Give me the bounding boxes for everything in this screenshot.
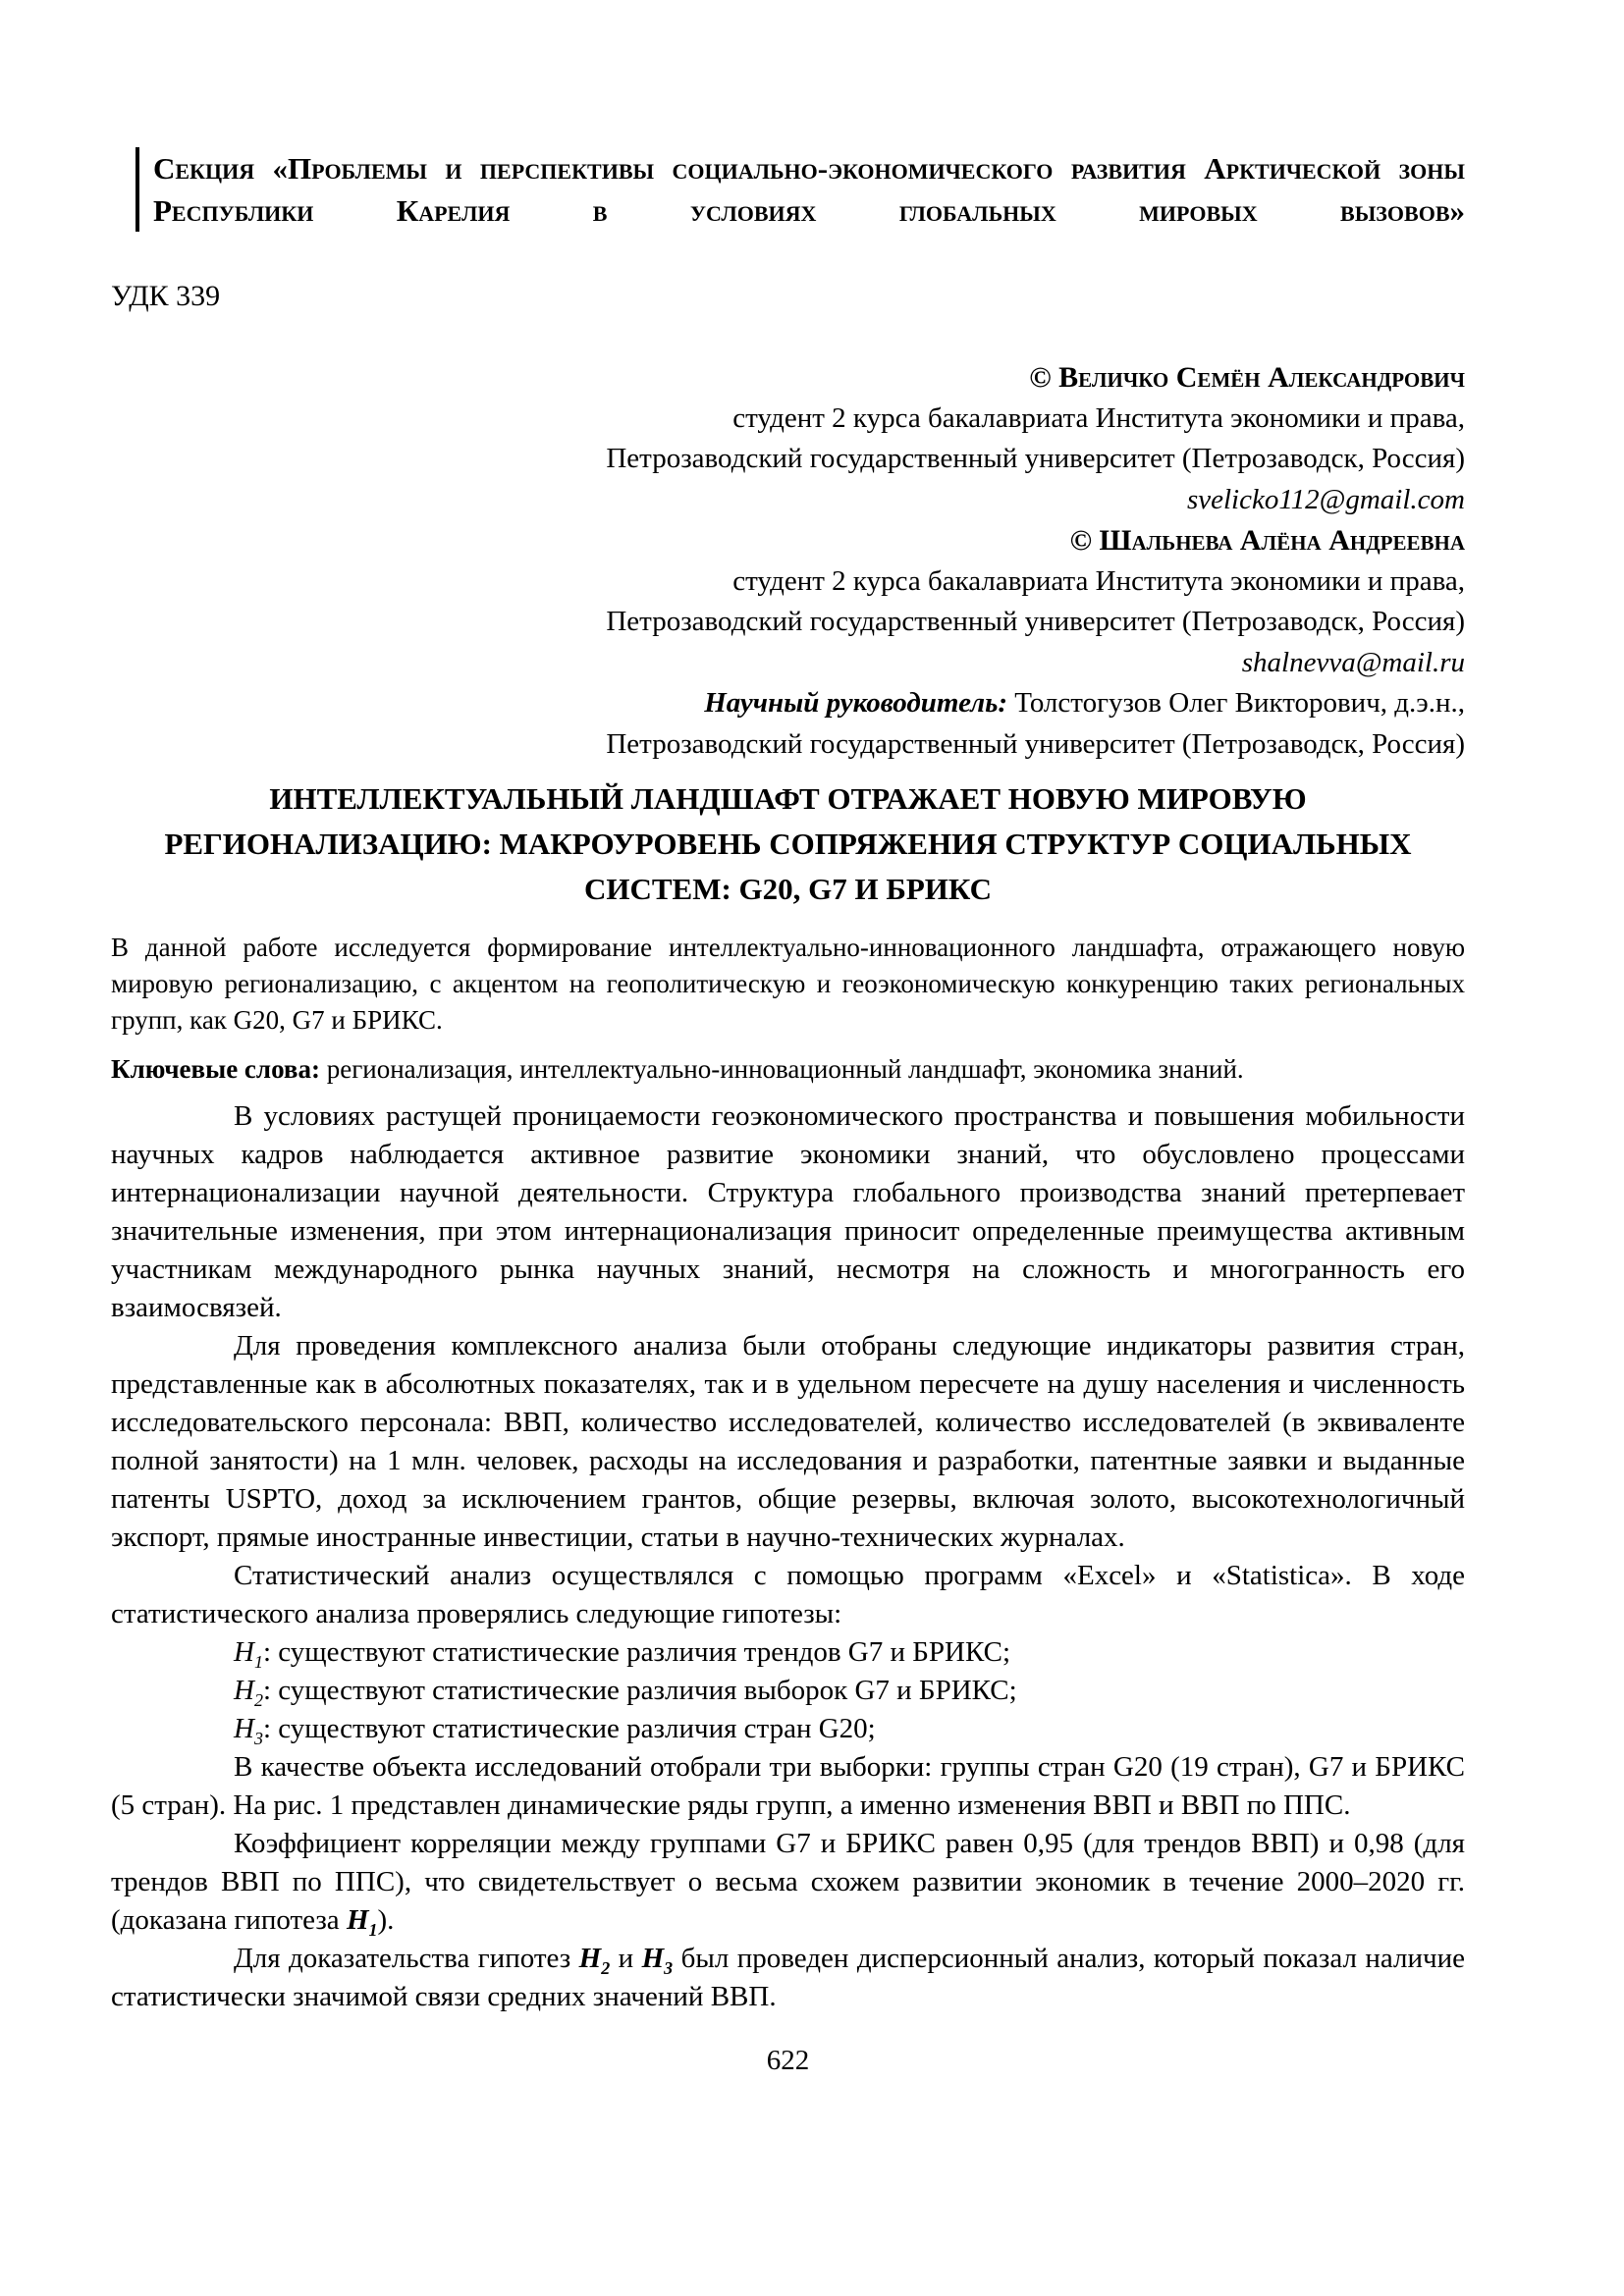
paragraph-6-text-end: был проведен дисперсионный анализ, который показал наличие статистически значимой связи средних значений ВВП.: [111, 1943, 1466, 2012]
paragraph-6-text-mid: и: [610, 1943, 642, 1974]
hypothesis-1-reference: $H_1$: [346, 1904, 378, 1940]
paragraph-6-text-start: Для доказательства гипотез: [234, 1943, 579, 1974]
author-1-name: © Величко Семён Александрович: [1029, 361, 1465, 394]
keywords-label: Ключевые слова:: [111, 1054, 320, 1084]
hypothesis-1: [111, 1633, 1465, 1672]
hypothesis-3-reference: $H_3$: [641, 1943, 674, 1978]
paragraph-3: Статистический анализ осуществлялся с помощью программ «Excel» и «Statistica». В ходе статистического анализа проверялись следующие гипотезы:: [111, 1560, 1465, 1629]
hypothesis-1-text: : существуют статистические различия трендов G7 и БРИКС;: [262, 1636, 1011, 1668]
page-number: 622: [766, 2045, 810, 2076]
author-block: [111, 357, 1465, 765]
hypothesis-2-text: : существуют статистические различия выборок G7 и БРИКС;: [262, 1675, 1017, 1706]
advisor-label: Научный руководитель:: [704, 687, 1008, 719]
keywords-text: регионализация, интеллектуально-инновационный ландшафт, экономика знаний.: [319, 1054, 1244, 1084]
hypothesis-1-symbol: $H_1$: [234, 1636, 263, 1672]
article-title: ИНТЕЛЛЕКТУАЛЬНЫЙ ЛАНДШАФТ ОТРАЖАЕТ НОВУЮ МИРОВУЮ РЕГИОНАЛИЗАЦИЮ: МАКРОУРОВЕНЬ СОПРЯЖЕНИЯ СТРУКТУР СОЦИАЛЬНЫХ СИСТЕМ: G20, G7 И БРИКС: [164, 781, 1412, 906]
author-1-email: svelicko112@gmail.com: [1186, 483, 1465, 515]
author-1-affiliation: Петрозаводский государственный университет (Петрозаводск, Россия): [606, 443, 1465, 474]
section-header: Секция «Проблемы и перспективы социально-экономического развития Арктической зоны Республики Карелия в условиях глобальных мировых вызовов»: [135, 147, 1465, 232]
hypothesis-2: [111, 1672, 1465, 1710]
abstract-text: В данной работе исследуется формирование интеллектуально-инновационного ландшафта, отражающего новую мировую регионализацию, с акцентом на геополитическую и геоэкономическую конкуренцию таких региональных групп, как G20, G7 и БРИКС.: [111, 933, 1465, 1035]
author-2-affiliation: Петрозаводский государственный университет (Петрозаводск, Россия): [606, 606, 1465, 637]
paragraph-5-text-end: ).: [377, 1904, 395, 1936]
paragraph-5-text-start: Коэффициент корреляции между группами G7 и БРИКС равен 0,95 (для трендов ВВП) и 0,98 (для трендов ВВП по ППС), что свидетельствует о весьма схожем развитии экономик в течение 2000–2020 гг. (доказана гипотеза: [111, 1828, 1465, 1936]
hypothesis-2-symbol: $H_2$: [234, 1675, 263, 1710]
paragraph-2: Для проведения комплексного анализа были отобраны следующие индикаторы развития стран, представленные как в абсолютных показателях, так и в удельном пересчете на душу населения и численность исследовательского персонала: ВВП, количество исследователей, количество исследователей (в эквиваленте полной занятости) на 1 млн. человек, расходы на исследования и разработки, патентные заявки и выданные патенты USPTO, доход за исключением грантов, общие резервы, включая золото, высокотехнологичный экспорт, прямые иностранные инвестиции, статьи в научно-технических журналах.: [111, 1330, 1465, 1553]
advisor-name: Толстогузов Олег Викторович, д.э.н.,: [1007, 687, 1465, 719]
hypothesis-2-reference: $H_2$: [578, 1943, 611, 1978]
author-2-name: © Шальнева Алёна Андреевна: [1069, 524, 1465, 557]
advisor-affiliation: Петрозаводский государственный университет (Петрозаводск, Россия): [606, 727, 1465, 760]
paragraph-5: [111, 1825, 1465, 1940]
hypothesis-3-symbol: $H_3$: [234, 1713, 263, 1748]
paragraph-4: В качестве объекта исследований отобрали три выборки: группы стран G20 (19 стран), G7 и БРИКС (5 стран). На рис. 1 представлен динамические ряды групп, а именно изменения ВВП и ВВП по ППС.: [111, 1751, 1465, 1821]
paragraph-1: В условиях растущей проницаемости геоэкономического пространства и повышения мобильности научных кадров наблюдается активное развитие экономики знаний, что обусловлено процессами интернационализации научной деятельности. Структура глобального производства знаний претерпевает значительные изменения, при этом интернационализация приносит определенные преимущества активным участникам международного рынка научных знаний, несмотря на сложность и многогранность его взаимосвязей.: [111, 1100, 1465, 1323]
paragraph-6: [111, 1940, 1465, 2016]
advisor-line: [111, 683, 1465, 724]
author-1-role: студент 2 курса бакалавриата Института экономики и права,: [732, 401, 1465, 434]
hypothesis-3-text: : существуют статистические различия стран G20;: [262, 1713, 876, 1744]
keywords-line: [111, 1051, 1465, 1088]
author-2-email: shalnevva@mail.ru: [1241, 646, 1465, 678]
hypothesis-3: [111, 1710, 1465, 1748]
author-2-role: студент 2 курса бакалавриата Института экономики и права,: [732, 564, 1465, 597]
udc-code: УДК 339: [111, 280, 221, 312]
